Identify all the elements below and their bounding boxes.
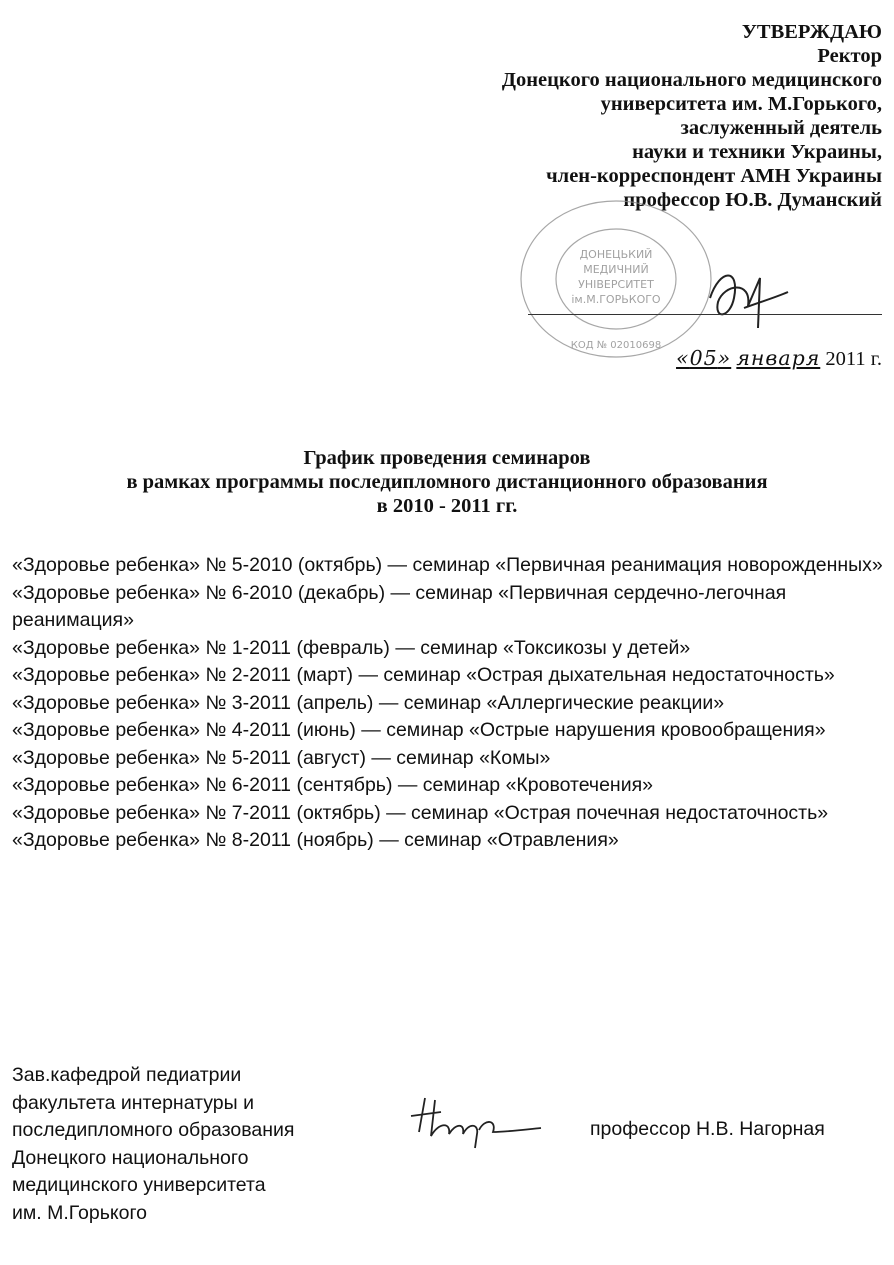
seminar-item: «Здоровье ребенка» № 2-2011 (март) — семинар «Острая дыхательная недостаточность» xyxy=(12,664,835,686)
seminar-item: «Здоровье ребенка» № 6-2011 (сентябрь) — семинар «Кровотечения» xyxy=(12,774,653,796)
footer-line: последипломного образования xyxy=(12,1119,295,1141)
approval-position: Ректор xyxy=(817,45,882,67)
head-signatory-name: профессор Н.В. Нагорная xyxy=(590,1118,825,1140)
footer-line: Зав.кафедрой педиатрии xyxy=(12,1064,242,1086)
footer-line: факультета интернатуры и xyxy=(12,1091,254,1114)
approval-block xyxy=(502,20,882,212)
footer-line: им. М.Горького xyxy=(12,1201,148,1224)
seminar-item: «Здоровье ребенка» № 5-2010 (октябрь) — семинар «Первичная реанимация новорожденных» xyxy=(12,554,883,576)
stamp-text: ім.М.ГОРЬКОГО xyxy=(571,293,661,306)
seminar-item: «Здоровье ребенка» № 7-2011 (октябрь) — семинар «Острая почечная недостаточность» xyxy=(12,801,829,824)
footer-line: медицинского университета xyxy=(12,1174,266,1196)
approval-line: науки и техники Украины, xyxy=(632,141,882,163)
official-stamp xyxy=(518,198,714,360)
title-line: в 2010 - 2011 гг. xyxy=(376,495,518,517)
date-close-quote: » xyxy=(717,346,732,370)
approval-line: Донецкого национального медицинского xyxy=(501,69,882,91)
date-month: января xyxy=(736,346,821,370)
rector-signature xyxy=(700,258,790,338)
approval-line: член-корреспондент АМН Украины xyxy=(546,165,882,187)
approval-date xyxy=(676,346,882,371)
signature-line xyxy=(528,314,882,315)
document-title xyxy=(0,446,894,518)
seminar-item: «Здоровье ребенка» № 8-2011 (ноябрь) — семинар «Отравления» xyxy=(12,829,619,851)
stamp-text: УНІВЕРСИТЕТ xyxy=(578,278,654,291)
date-day: 05 xyxy=(689,346,718,370)
head-signature xyxy=(405,1092,545,1152)
stamp-text: МЕДИЧНИЙ xyxy=(583,263,649,276)
approval-line: заслуженный деятель xyxy=(680,117,882,139)
approval-signatory: профессор Ю.В. Думанский xyxy=(623,189,882,211)
seminar-list xyxy=(12,552,887,855)
department-head-block xyxy=(12,1062,294,1227)
seminar-item: «Здоровье ребенка» № 4-2011 (июнь) — семинар «Острые нарушения кровообращения» xyxy=(12,719,826,741)
seminar-item: «Здоровье ребенка» № 5-2011 (август) — семинар «Комы» xyxy=(12,746,551,769)
approval-heading: УТВЕРЖДАЮ xyxy=(741,21,882,43)
title-line: График проведения семинаров xyxy=(303,447,591,469)
title-line: в рамках программы последипломного дистанционного образования xyxy=(126,471,768,493)
seminar-item: «Здоровье ребенка» № 6-2010 (декабрь) — семинар «Первичная сердечно-легочная реанимация» xyxy=(12,581,787,631)
seminar-item: «Здоровье ребенка» № 1-2011 (февраль) — семинар «Токсикозы у детей» xyxy=(12,636,691,659)
date-open-quote: « xyxy=(676,346,690,370)
stamp-code: КОД № 02010698 xyxy=(570,340,662,351)
date-year: 2011 г. xyxy=(825,348,882,370)
approval-line: университета им. М.Горького, xyxy=(600,93,882,115)
footer-line: Донецкого национального xyxy=(12,1146,249,1169)
seminar-item: «Здоровье ребенка» № 3-2011 (апрель) — семинар «Аллергические реакции» xyxy=(12,691,725,714)
stamp-text: ДОНЕЦЬКИЙ xyxy=(579,248,653,261)
